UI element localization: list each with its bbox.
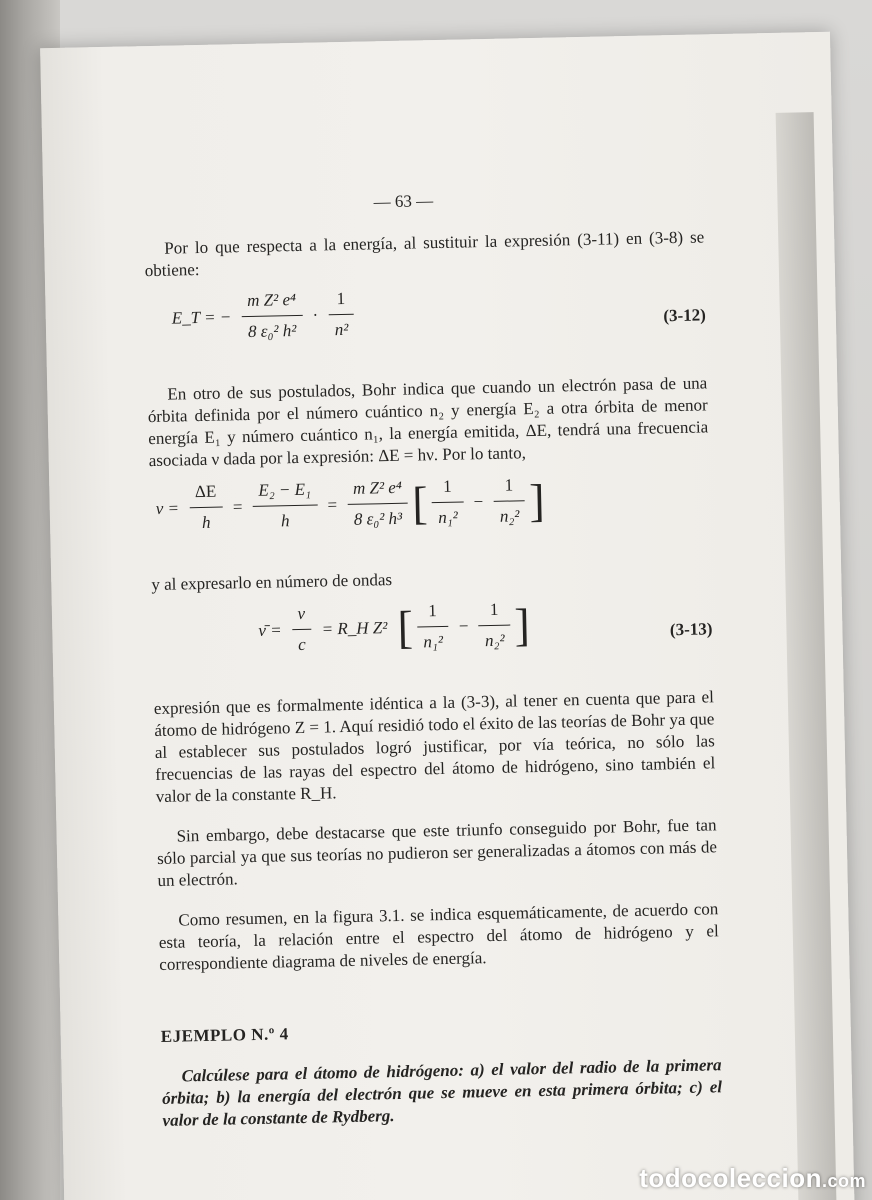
identity-paragraph: expresión que es formalmente idéntica a la (3-3), al tener en cuenta que para el átomo de hidrógeno Z = 1. Aquí residió todo el éxito de las teorías de Bohr ya que al establecer sus postulados logró justificar, por vía teórica, no sólo las frecuencias de las rayas del espectro del átomo de hidrógeno, sino también el valor de la constante R_H. [153,687,716,807]
freq-f5-numerator: 1 [504,475,514,495]
freq-bracket-right: ] [528,474,546,526]
eq12-tag: (3-12) [663,305,707,326]
eq13-f2-denominator: n₁² [417,626,449,654]
equation-frequency [149,470,710,552]
eq13-minus: − [458,615,469,636]
eq12-f2-numerator: 1 [336,288,346,309]
freq-f2-denominator: h [253,505,318,533]
equation-3-13 [152,594,713,676]
eq13-f3-denominator: n₂² [479,625,511,653]
freq-fraction-2 [252,479,318,533]
wavenumber-intro: y al expresarlo en número de ondas [151,570,393,595]
example-heading: EJEMPLO N.º 4 [160,1024,289,1046]
eq12-f1-denominator: 8 ε₀² h² [241,315,302,343]
eq13-bracket-right: ] [513,598,531,650]
book-page [40,32,855,1200]
page-stack-edge [776,112,837,1200]
watermark-main: todocoleccion [639,1163,822,1193]
eq12-dot: · [312,305,319,325]
freq-f3-denominator: 8 ε₀² h³ [347,503,408,531]
freq-lhs: ν = [155,497,180,518]
watermark-suffix: .com [821,1171,866,1191]
summary-paragraph: Como resumen, en la figura 3.1. se indica esquemáticamente, de acuerdo con esta teoría, la relación entre el espectro del átomo de hidrógeno y el correspondiente diagrama de niveles de energía. [158,899,719,974]
eq12-lhs: E_T = − [171,306,232,328]
equation-3-12 [145,280,706,362]
partial-triumph-paragraph: Sin embargo, debe destacarse que este triunfo conseguido por Bohr, fue tan sólo parcial ya que sus teorías no pudieron ser generalizadas a átomos con más de un electrón. [156,815,718,890]
intro-paragraph: Por lo que respecta a la energía, al sustituir la expresión (3-11) en (3-8) se obtiene: [144,227,705,281]
eq13-f2-numerator: 1 [428,601,437,621]
freq-fraction-1 [189,481,223,535]
freq-f3-numerator: m Z² e⁴ [352,477,402,498]
eq13-f1-numerator: ν [297,603,306,624]
freq-f5-denominator: n₂² [494,500,526,528]
eq13-fraction-3 [478,599,511,653]
freq-fraction-5 [493,474,526,528]
freq-equals-1: = [232,496,243,516]
freq-fraction-4 [431,476,464,530]
freq-bracket-left: [ [411,476,429,529]
eq13-fraction-2 [417,600,450,654]
page-number: — 63 — [373,191,434,212]
freq-f4-denominator: n₁² [432,502,464,530]
example-text: Calcúlese para el átomo de hidrógeno: a) el valor del radio de la primera órbita; b) la energía del electrón que se mueve en esta primera órbita; c) el valor de la constante de Rydberg. [161,1055,723,1130]
freq-f1-denominator: h [189,507,223,535]
eq13-tag: (3-13) [669,619,713,640]
page-content [143,184,722,1132]
freq-fraction-3 [347,477,409,531]
freq-equals-2: = [327,494,338,514]
eq13-f1-denominator: c [292,629,312,656]
freq-f1-numerator: ΔE [194,481,217,502]
eq13-bracket-left: [ [397,601,414,653]
eq12-f1-numerator: m Z² e⁴ [246,289,297,310]
eq12-f2-denominator: n² [328,314,354,342]
watermark-logo [639,1163,866,1194]
eq13-f3-numerator: 1 [489,599,499,619]
eq12-fraction-1 [241,289,303,343]
freq-minus: − [473,491,484,511]
eq13-fraction-1 [291,603,312,656]
freq-f2-numerator: E₂ − E₁ [258,479,312,500]
postulate-paragraph: En otro de sus postulados, Bohr indica que cuando un electrón pasa de una órbita definida por el número cuántico n₂ y energía E₂ a otra órbita de menor energía E₁ y número cuántico n₁, la energía emitida, ΔE, tendrá una frecuencia asociada ν dada por la expresión: ΔE = hν. Por lo tanto, [147,373,709,471]
freq-f4-numerator: 1 [442,476,452,496]
eq12-fraction-2 [328,288,355,342]
eq13-equals: = R_H Z² [321,617,388,639]
eq13-lhs: ν̄ = [258,619,282,640]
